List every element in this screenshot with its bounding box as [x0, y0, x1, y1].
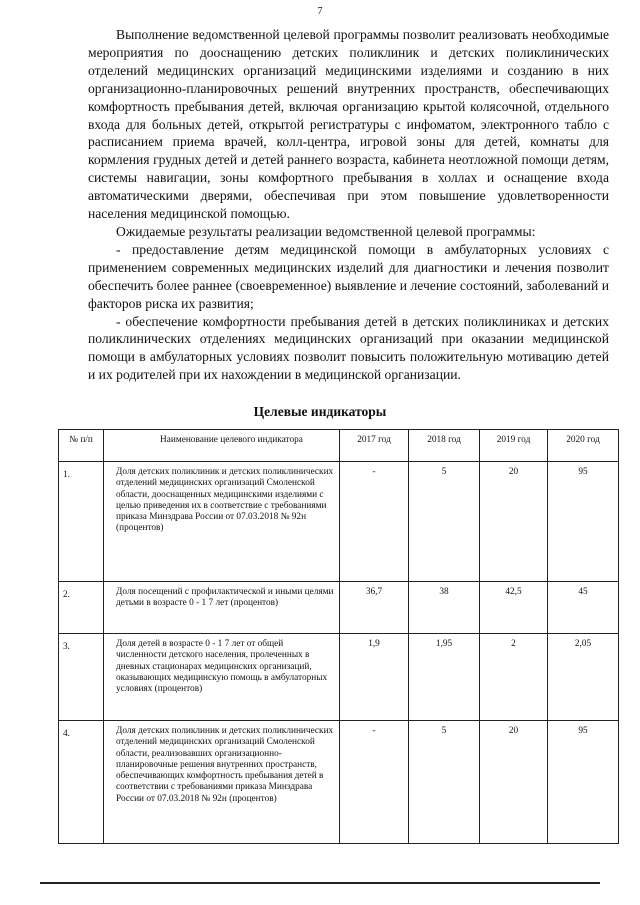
bottom-rule [40, 882, 600, 884]
cell-num: 1. [59, 462, 104, 582]
header-2020: 2020 год [548, 430, 619, 462]
cell-2018: 1,95 [409, 634, 480, 721]
cell-2017: - [340, 721, 409, 844]
cell-2020: 95 [548, 462, 619, 582]
cell-2019: 42,5 [480, 582, 548, 634]
cell-name: Доля детских поликлиник и детских поликлинических отделений медицинских организаций Смоленской области, реализовавших организационно-планировочные решения внутренних пространств, обеспечивающих комфортность пребывания детей в соответствии с требованиями приказа Минздрава России от 07.03.2018 № 92н (процентов) [104, 721, 340, 844]
cell-name: Доля детей в возрасте 0 - 1 7 лет от общей численности детского населения, пролеченных в дневных стационарах медицинских организаций, оказывающих медицинскую помощь в амбулаторных условиях (процентов) [104, 634, 340, 721]
cell-num: 3. [59, 634, 104, 721]
cell-name: Доля посещений с профилактической и иными целями детьми в возрасте 0 - 1 7 лет (процентов) [104, 582, 340, 634]
cell-2017: 1,9 [340, 634, 409, 721]
paragraph-result-diagnostics: - предоставление детям медицинской помощи в амбулаторных условиях с применением современных медицинских изделий для диагностики и лечения позволит обеспечить более раннее (своевременное) выявление и лечение состояний, заболеваний и факторов риска их развития; [88, 241, 609, 311]
cell-2018: 5 [409, 721, 480, 844]
cell-2017: 36,7 [340, 582, 409, 634]
header-2018: 2018 год [409, 430, 480, 462]
body-text [88, 26, 609, 384]
cell-2020: 2,05 [548, 634, 619, 721]
table-row [59, 462, 619, 582]
cell-2019: 20 [480, 462, 548, 582]
cell-2020: 95 [548, 721, 619, 844]
cell-2018: 38 [409, 582, 480, 634]
header-num: № п/п [59, 430, 104, 462]
table-row [59, 582, 619, 634]
cell-name: Доля детских поликлиник и детских поликлинических отделений медицинских организаций Смоленской области, дооснащенных медицинскими изделиями с целью приведения их в соответствие с требованиями приказа Минздрава России от 07.03.2018 № 92н (процентов) [104, 462, 340, 582]
cell-2017: - [340, 462, 409, 582]
table-row [59, 634, 619, 721]
cell-num: 2. [59, 582, 104, 634]
header-name: Наименование целевого индикатора [104, 430, 340, 462]
paragraph-program-implementation: Выполнение ведомственной целевой программы позволит реализовать необходимые мероприятия по дооснащению детских поликлиник и детских поликлинических отделений медицинских организаций медицинскими изделиями и созданию в них организационно-планировочных решений внутренних пространств, обеспечивающих комфортность пребывания детей, включая организацию крытой колясочной, отдельного входа для больных детей, открытой регистратуры с инфоматом, электронного табло с расписанием приема врачей, колл-центра, игровой зоны для детей, комнаты для кормления грудных детей и детей раннего возраста, кабинета неотложной помощи детям, системы навигации, зоны комфортного пребывания в холлах и оснащение входа автоматическими дверями, обеспечивая при этом повышение удовлетворенности населения медицинской помощью. [88, 27, 609, 222]
page-number: 7 [317, 6, 323, 17]
cell-2020: 45 [548, 582, 619, 634]
cell-num: 4. [59, 721, 104, 844]
paragraph-expected-results: Ожидаемые результаты реализации ведомственной целевой программы: [116, 223, 536, 239]
header-2019: 2019 год [480, 430, 548, 462]
header-2017: 2017 год [340, 430, 409, 462]
cell-2018: 5 [409, 462, 480, 582]
table-header-row [59, 430, 619, 462]
table-row [59, 721, 619, 844]
paragraph-result-comfort: - обеспечение комфортности пребывания детей в детских поликлиниках и детских поликлинических отделениях медицинских организаций при оказании медицинской помощи в амбулаторных условиях позволит повысить положительную мотивацию детей и их родителей при их нахождении в медицинской организации. [88, 313, 609, 383]
cell-2019: 20 [480, 721, 548, 844]
cell-2019: 2 [480, 634, 548, 721]
section-title: Целевые индикаторы [253, 404, 387, 419]
indicators-table [58, 429, 619, 844]
